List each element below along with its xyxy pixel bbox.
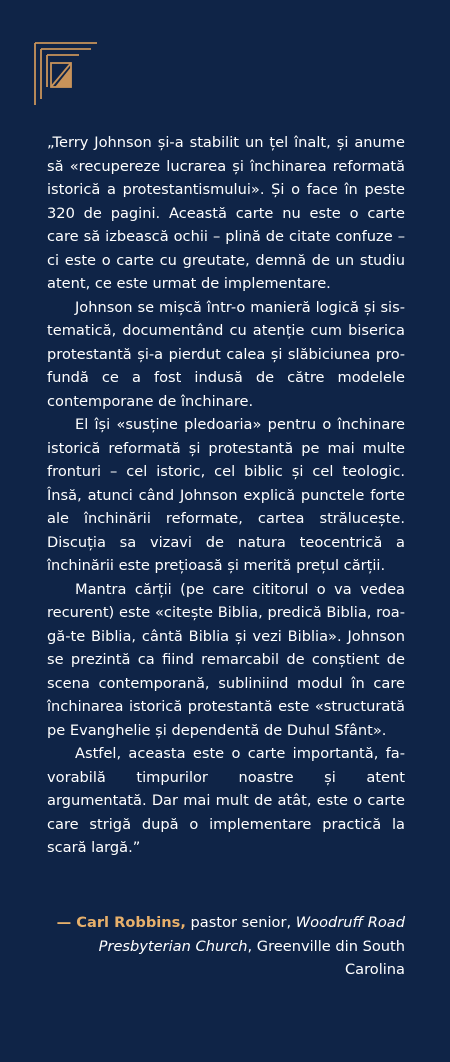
quote-paragraph: El își «susține pledoaria» pentru o închinare istorică reformată și protestantă pe mai multe fronturi – cel istoric, cel biblic și cel teologic. Însă, atunci când Johnson explică punctele forte ale închinării reformate, cartea strălucește. Discuția sa vizavi de natura teocentrică a închinării este prețioasă și merită prețul cărții. (47, 416, 405, 574)
quote-paragraph: „Terry Johnson și-a stabilit un țel înalt, și anume să «recupereze lucrarea și închinarea reformată istorică a protestantismului». Și o face în peste 320 de pagini. Această carte nu este o carte care să izbească ochii – plină de citate confuze – ci este o carte cu greutate, demnă de un studiu atent, ce este urmat de implementare. (47, 134, 405, 292)
quote-paragraph: Astfel, aceasta este o carte importantă, favorabilă timpurilor noastre și atent argumentată. Dar mai mult de atât, este o carte care strigă după o implementare practică la scară largă.” (47, 745, 405, 856)
attribution-role: pastor senior, (185, 914, 296, 931)
quote-attribution (47, 911, 405, 982)
geometric-corner-emblem-icon (34, 42, 98, 106)
attribution-author: Carl Robbins, (76, 914, 186, 931)
quote-text (47, 131, 405, 860)
attribution-church: Woodruff Road Presbyterian Church (98, 914, 405, 955)
attribution-dash: — (56, 914, 77, 931)
quote-paragraph: Mantra cărții (pe care cititorul o va vedea recurent) este «citește Biblia, predică Biblia, roagă-te Biblia, cântă Biblia și vezi Biblia». Johnson se prezintă ca fiind remarcabil de conștient de scena contemporană, subliniind modul în care închinarea istorică protestantă este «structurată pe Evanghelie și dependentă de Duhul Sfânt». (47, 580, 405, 739)
attribution-location: , Greenville din South Carolina (247, 937, 405, 978)
quote-paragraph: Johnson se mișcă într-o manieră logică și sistematică, documentând cu atenție cum biserica protestantă și-a pierdut calea și slăbiciunea profundă ce a fost indusă de către modelele contemporane de închinare. (47, 298, 405, 410)
